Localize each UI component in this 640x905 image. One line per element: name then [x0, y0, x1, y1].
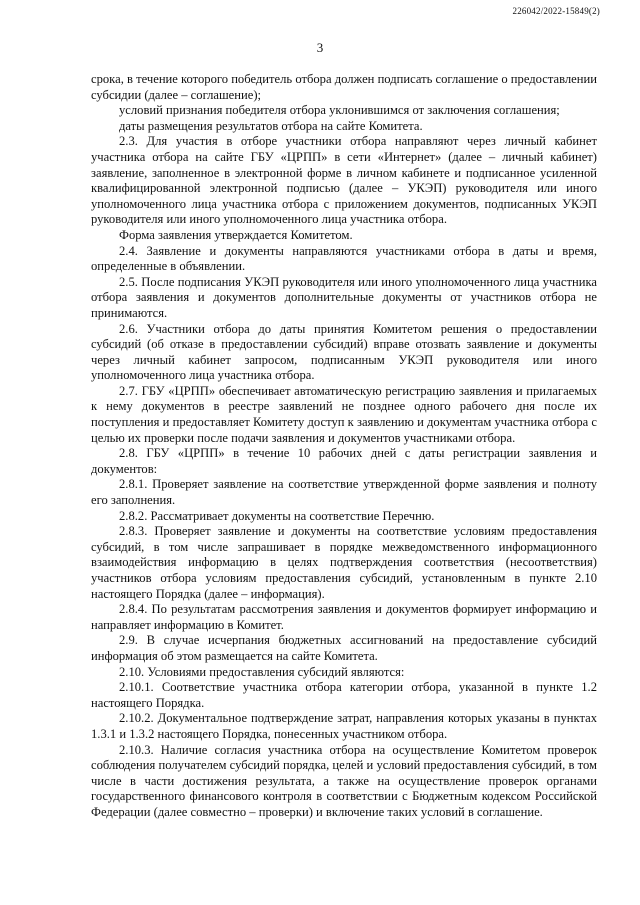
paragraph: Форма заявления утверждается Комитетом. [119, 227, 353, 242]
paragraph: 2.8. ГБУ «ЦРПП» в течение 10 рабочих дней с даты регистрации заявления и документов: [91, 446, 597, 476]
paragraph: 2.10.1. Соответствие участника отбора категории отбора, указанной в пункте 1.2 настоящего Порядка. [91, 680, 597, 710]
paragraph: 2.8.4. По результатам рассмотрения заявления и документов формирует информацию и направляет информацию в Комитет. [91, 602, 597, 632]
document-id: 226042/2022-15849(2) [512, 6, 600, 16]
paragraph: 2.8.2. Рассматривает документы на соответствие Перечню. [119, 508, 435, 523]
paragraph: 2.10.3. Наличие согласия участника отбора на осуществление Комитетом проверок соблюдения получателем субсидий порядка, целей и условий предоставления субсидий, в том числе в части достижения результата, а также на осуществление проверок органами государственного финансового контроля в соответствии с Бюджетным кодексом Российской Федерации (далее совместно – проверки) и включение таких условий в соглашение. [91, 742, 597, 819]
paragraph: условий признания победителя отбора уклонившимся от заключения соглашения; [119, 103, 560, 118]
paragraph: 2.8.1. Проверяет заявление на соответствие утвержденной форме заявления и полноту его заполнения. [91, 477, 597, 508]
paragraph: 2.7. ГБУ «ЦРПП» обеспечивает автоматическую регистрацию заявления и прилагаемых к нему документов в реестре заявлений не позднее одного рабочего дня после их поступления и предоставляет Комитету доступ к заявлению и документам участника отбора с целью их проверки после подачи заявления и документов участниками отбора. [91, 383, 597, 445]
paragraph: срока, в течение которого победитель отбора должен подписать соглашение о предоставлении субсидии (далее – соглашение); [91, 72, 597, 102]
paragraph: даты размещения результатов отбора на сайте Комитета. [119, 118, 423, 133]
paragraph: 2.5. После подписания УКЭП руководителя или иного уполномоченного лица участника отбора заявления и документов дополнительные документы от участников отбора не принимаются. [91, 274, 597, 320]
paragraph: 2.10.2. Документальное подтверждение затрат, направления которых указаны в пунктах 1.3.1 и 1.3.2 настоящего Порядка, понесенных участником отбора. [91, 711, 597, 741]
paragraph: 2.10. Условиями предоставления субсидий являются: [119, 664, 405, 679]
document-body [91, 72, 597, 821]
page-number: 3 [316, 40, 324, 55]
paragraph: 2.4. Заявление и документы направляются участниками отбора в даты и время, определенные в объявлении. [91, 243, 597, 274]
paragraph: 2.8.3. Проверяет заявление и документы на соответствие условиям предоставления субсидий, в том числе запрашивает в порядке межведомственного информационного взаимодействия информацию в целях подтверждения соответствия (несоответствия) участников отбора условиям предоставления субсидий, установленным в пункте 2.10 настоящего Порядка (далее – информация). [91, 524, 597, 601]
paragraph: 2.3. Для участия в отборе участники отбора направляют через личный кабинет участника отбора на сайте ГБУ «ЦРПП» в сети «Интернет» (далее – личный кабинет) заявление, заполненное в электронной форме в личном кабинете и подписанное усиленной квалифицированной электронной подписью (далее – УКЭП) руководителя или иного уполномоченного лица участника отбора с приложением документов, подписанных УКЭП руководителя или иного уполномоченного лица участника отбора. [91, 134, 597, 227]
paragraph: 2.9. В случае исчерпания бюджетных ассигнований на предоставление субсидий информация об этом размещается на сайте Комитета. [91, 633, 597, 663]
paragraph: 2.6. Участники отбора до даты принятия Комитетом решения о предоставлении субсидий (об отказе в предоставлении субсидий) вправе отозвать заявление и документы через личный кабинет запросом, подписанным УКЭП руководителя или иного уполномоченного лица участника отбора. [91, 321, 597, 383]
